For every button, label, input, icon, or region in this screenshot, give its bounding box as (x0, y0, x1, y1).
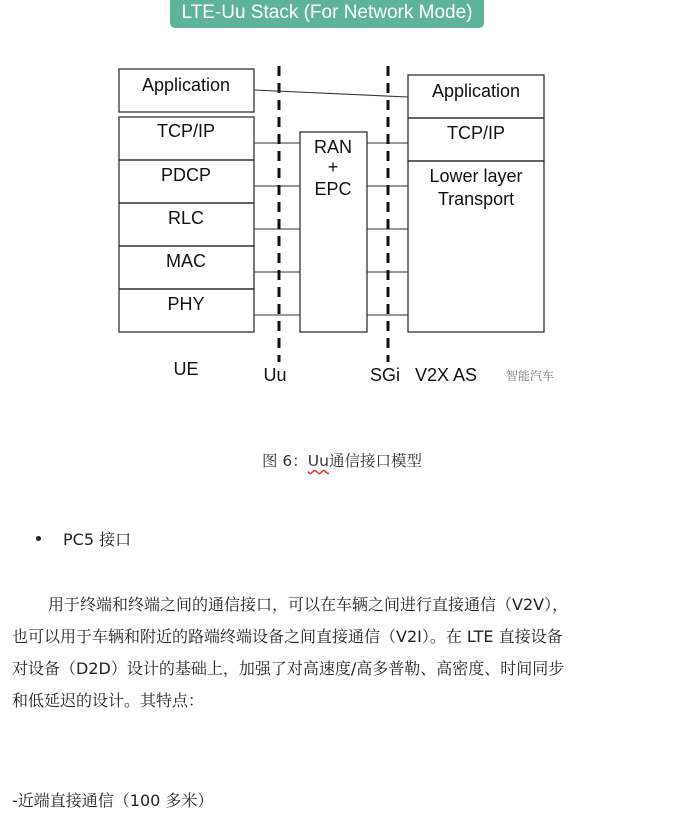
figure-caption (0, 449, 684, 471)
ue-mac-label: MAC (166, 251, 206, 271)
ue-tcpip-label: TCP/IP (156, 121, 216, 141)
ue-pdcp-label: PDCP (160, 165, 212, 185)
ue-ran-connectors (254, 143, 300, 315)
ue-label: UE (173, 359, 199, 379)
paragraph-line: 对设备（D2D）设计的基础上，加强了对高速度/高多普勒、高密度、时间同步 (12, 659, 565, 678)
paragraph-line: 和低延迟的设计。其特点： (12, 691, 205, 710)
server-lower-layer-box (408, 161, 544, 332)
ran-label: RAN (313, 137, 353, 157)
diagram-title: LTE-Uu Stack (For Network Mode) (170, 0, 484, 28)
sgi-label: SGi (369, 365, 401, 385)
epc-label: EPC (314, 179, 352, 199)
ue-phy-label: PHY (167, 294, 205, 314)
plus-label: + (327, 157, 339, 177)
lte-uu-stack-diagram (0, 0, 684, 400)
ue-rlc-label: RLC (167, 208, 205, 228)
feature-line: -近端直接通信（100 多米） (12, 791, 214, 810)
caption-suffix: 通信接口模型 (328, 452, 422, 470)
server-tcpip-label: TCP/IP (446, 123, 506, 143)
ue-application-label: Application (141, 75, 231, 95)
application-peer-line (254, 90, 408, 97)
server-lower-layer-label: Lower layer (429, 166, 523, 186)
server-transport-label: Transport (437, 189, 515, 209)
caption-uu: Uu (307, 452, 329, 470)
watermark-text: 智能汽车 (506, 369, 555, 383)
caption-prefix: 图 6： (262, 452, 308, 470)
bullet-dot-icon (36, 536, 41, 541)
v2x-as-label: V2X AS (414, 365, 478, 385)
paragraph-line: 也可以用于车辆和附近的路端终端设备之间直接通信（V2I）。在 LTE 直接设备 (12, 627, 563, 646)
bullet-item-pc5 (36, 527, 131, 550)
uu-label: Uu (263, 365, 287, 385)
bullet-text: PC5 接口 (63, 530, 132, 549)
body-paragraph (12, 589, 662, 717)
paragraph-line: 用于终端和终端之间的通信接口，可以在车辆之间进行直接通信（V2V）， (48, 595, 569, 614)
server-application-label: Application (431, 81, 521, 101)
